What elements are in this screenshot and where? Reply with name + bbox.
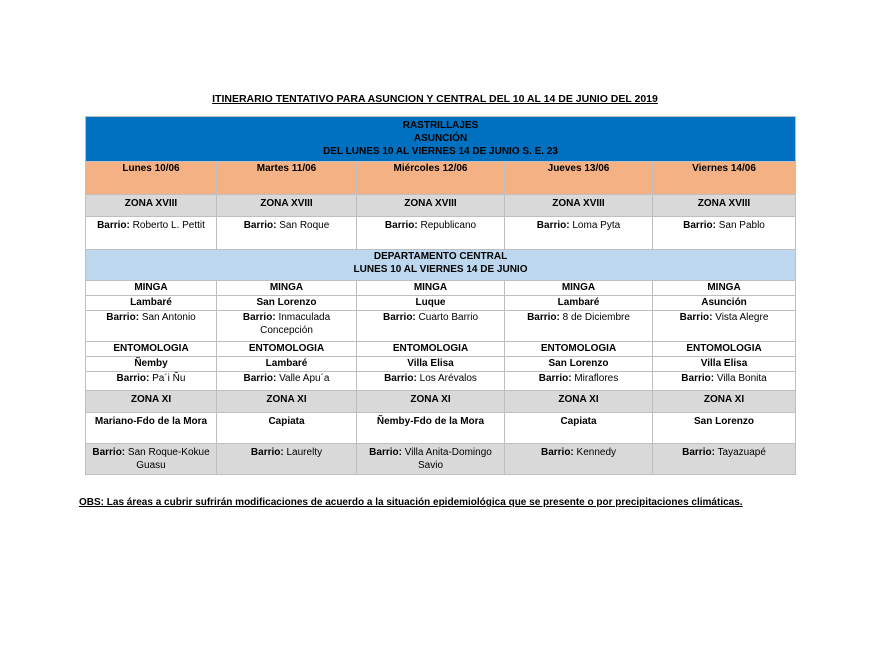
- barrio-cell: [357, 217, 505, 250]
- zona-xi-city-cell: Mariano-Fdo de la Mora: [86, 413, 217, 444]
- barrio-cell: [217, 372, 357, 391]
- zona-xi-city-cell: San Lorenzo: [653, 413, 796, 444]
- barrio-label: Barrio:: [527, 312, 560, 323]
- barrio-label: Barrio:: [682, 447, 715, 458]
- barrio-cell: [653, 217, 796, 250]
- barrio-cell: [217, 217, 357, 250]
- central-header-cell: [86, 250, 796, 281]
- barrio-label: Barrio:: [681, 373, 715, 384]
- barrio-cell: [505, 217, 653, 250]
- minga-city-cell: Lambaré: [86, 296, 217, 311]
- zona-cell: ZONA XVIII: [86, 195, 217, 217]
- asuncion-header-line3: DEL LUNES 10 AL VIERNES 14 DE JUNIO S. E. 23: [323, 146, 558, 157]
- minga-barrio-row: [86, 311, 796, 342]
- barrio-value: Pa´i Ñu: [152, 373, 186, 384]
- entomologia-label-cell: ENTOMOLOGIA: [86, 342, 217, 357]
- zona-xi-city-cell: Ñemby-Fdo de la Mora: [357, 413, 505, 444]
- barrio-value: San Antonio: [141, 312, 196, 323]
- minga-label-cell: MINGA: [217, 281, 357, 296]
- day-cell: Jueves 13/06: [505, 162, 653, 195]
- zona-xi-label-cell: ZONA XI: [217, 391, 357, 413]
- barrio-cell: [86, 444, 217, 475]
- barrio-label: Barrio:: [243, 373, 277, 384]
- page-title: ITINERARIO TENTATIVO PARA ASUNCION Y CENTRAL DEL 10 AL 14 DE JUNIO DEL 2019: [212, 93, 658, 105]
- zona-xi-label-cell: ZONA XI: [653, 391, 796, 413]
- minga-label-cell: MINGA: [357, 281, 505, 296]
- entomologia-label-cell: ENTOMOLOGIA: [357, 342, 505, 357]
- day-cell: Viernes 14/06: [653, 162, 796, 195]
- barrio-value: Roberto L. Pettit: [132, 220, 205, 231]
- barrio-value: San Pablo: [718, 220, 765, 231]
- barrio-label: Barrio:: [683, 220, 716, 231]
- barrio-value: Valle Apu´a: [279, 373, 330, 384]
- zona-xi-city-row: [86, 413, 796, 444]
- barrio-label: Barrio:: [106, 312, 140, 323]
- zona-xi-label-cell: ZONA XI: [505, 391, 653, 413]
- zona-xi-city-cell: Capiata: [217, 413, 357, 444]
- asuncion-header-row: [86, 117, 796, 162]
- barrio-label: Barrio:: [116, 373, 150, 384]
- zona-xi-label-cell: ZONA XI: [357, 391, 505, 413]
- barrio-cell: [653, 372, 796, 391]
- asuncion-header-cell: [86, 117, 796, 162]
- entomologia-city-cell: Villa Elisa: [653, 357, 796, 372]
- minga-label-cell: MINGA: [86, 281, 217, 296]
- barrio-label: Barrio:: [384, 373, 417, 384]
- barrio-value: San Roque: [279, 220, 330, 231]
- entomologia-label-row: [86, 342, 796, 357]
- barrio-cell: [217, 444, 357, 475]
- day-cell: Martes 11/06: [217, 162, 357, 195]
- barrio-label: Barrio:: [243, 220, 277, 231]
- barrio-label: Barrio:: [242, 312, 276, 323]
- central-header-line2: LUNES 10 AL VIERNES 14 DE JUNIO: [353, 264, 528, 275]
- asuncion-barrio-row: [86, 217, 796, 250]
- entomologia-label-cell: ENTOMOLOGIA: [653, 342, 796, 357]
- central-header-line1: DEPARTAMENTO CENTRAL: [373, 251, 508, 262]
- minga-city-cell: San Lorenzo: [217, 296, 357, 311]
- day-cell: Lunes 10/06: [86, 162, 217, 195]
- asuncion-header-line2: ASUNCIÓN: [413, 133, 468, 144]
- barrio-value: Los Arévalos: [419, 373, 477, 384]
- minga-city-cell: Lambaré: [505, 296, 653, 311]
- barrio-label: Barrio:: [536, 220, 570, 231]
- barrio-value: Vista Alegre: [715, 312, 769, 323]
- barrio-cell: [86, 311, 217, 342]
- entomologia-label-cell: ENTOMOLOGIA: [217, 342, 357, 357]
- day-cell: Miércoles 12/06: [357, 162, 505, 195]
- barrio-label: Barrio:: [538, 373, 572, 384]
- barrio-value: Tayazuapé: [717, 447, 766, 458]
- observation-note: OBS: Las áreas a cubrir sufrirán modificaciones de acuerdo a la situación epidemiológica que se presente o por precipitaciones climáticas.: [79, 497, 743, 508]
- entomologia-label-cell: ENTOMOLOGIA: [505, 342, 653, 357]
- minga-city-cell: Luque: [357, 296, 505, 311]
- barrio-label: Barrio:: [382, 312, 416, 323]
- minga-label-cell: MINGA: [653, 281, 796, 296]
- entomologia-barrio-row: [86, 372, 796, 391]
- minga-label-cell: MINGA: [505, 281, 653, 296]
- barrio-cell: [505, 444, 653, 475]
- barrio-value: Villa Bonita: [716, 373, 767, 384]
- entomologia-city-cell: San Lorenzo: [505, 357, 653, 372]
- barrio-cell: [653, 311, 796, 342]
- barrio-cell: [357, 311, 505, 342]
- central-header-row: [86, 250, 796, 281]
- zona-xi-label-cell: ZONA XI: [86, 391, 217, 413]
- minga-city-cell: Asunción: [653, 296, 796, 311]
- barrio-cell: [357, 444, 505, 475]
- entomologia-city-cell: Lambaré: [217, 357, 357, 372]
- barrio-label: Barrio:: [679, 312, 713, 323]
- zona-xi-label-row: [86, 391, 796, 413]
- minga-label-row: [86, 281, 796, 296]
- barrio-value: Villa Anita-Domingo Savio: [404, 447, 492, 471]
- barrio-cell: [653, 444, 796, 475]
- itinerary-table: [85, 116, 796, 475]
- barrio-value: Laurelty: [286, 447, 323, 458]
- days-row: [86, 162, 796, 195]
- minga-city-row: [86, 296, 796, 311]
- entomologia-city-row: [86, 357, 796, 372]
- zona-xi-barrio-row: [86, 444, 796, 475]
- barrio-value: Kennedy: [576, 447, 617, 458]
- barrio-cell: [505, 311, 653, 342]
- entomologia-city-cell: Villa Elisa: [357, 357, 505, 372]
- barrio-value: Cuarto Barrio: [418, 312, 479, 323]
- barrio-value: 8 de Diciembre: [562, 312, 630, 323]
- barrio-label: Barrio:: [97, 220, 130, 231]
- barrio-label: Barrio:: [92, 447, 126, 458]
- barrio-cell: [217, 311, 357, 342]
- barrio-cell: [86, 372, 217, 391]
- barrio-value: San Roque-Kokue Guasu: [127, 447, 210, 471]
- barrio-label: Barrio:: [540, 447, 574, 458]
- barrio-label: Barrio:: [369, 447, 402, 458]
- barrio-cell: [505, 372, 653, 391]
- asuncion-zona-row: [86, 195, 796, 217]
- barrio-value: Loma Pyta: [572, 220, 621, 231]
- zona-cell: ZONA XVIII: [653, 195, 796, 217]
- barrio-label: Barrio:: [250, 447, 284, 458]
- barrio-cell: [86, 217, 217, 250]
- barrio-value: Miraflores: [574, 373, 619, 384]
- zona-cell: ZONA XVIII: [505, 195, 653, 217]
- barrio-label: Barrio:: [384, 220, 418, 231]
- barrio-value: Republicano: [420, 220, 477, 231]
- zona-xi-city-cell: Capiata: [505, 413, 653, 444]
- barrio-cell: [357, 372, 505, 391]
- zona-cell: ZONA XVIII: [357, 195, 505, 217]
- asuncion-header-line1: RASTRILLAJES: [402, 120, 479, 131]
- barrio-value: Inmaculada Concepción: [260, 312, 331, 336]
- zona-cell: ZONA XVIII: [217, 195, 357, 217]
- entomologia-city-cell: Ñemby: [86, 357, 217, 372]
